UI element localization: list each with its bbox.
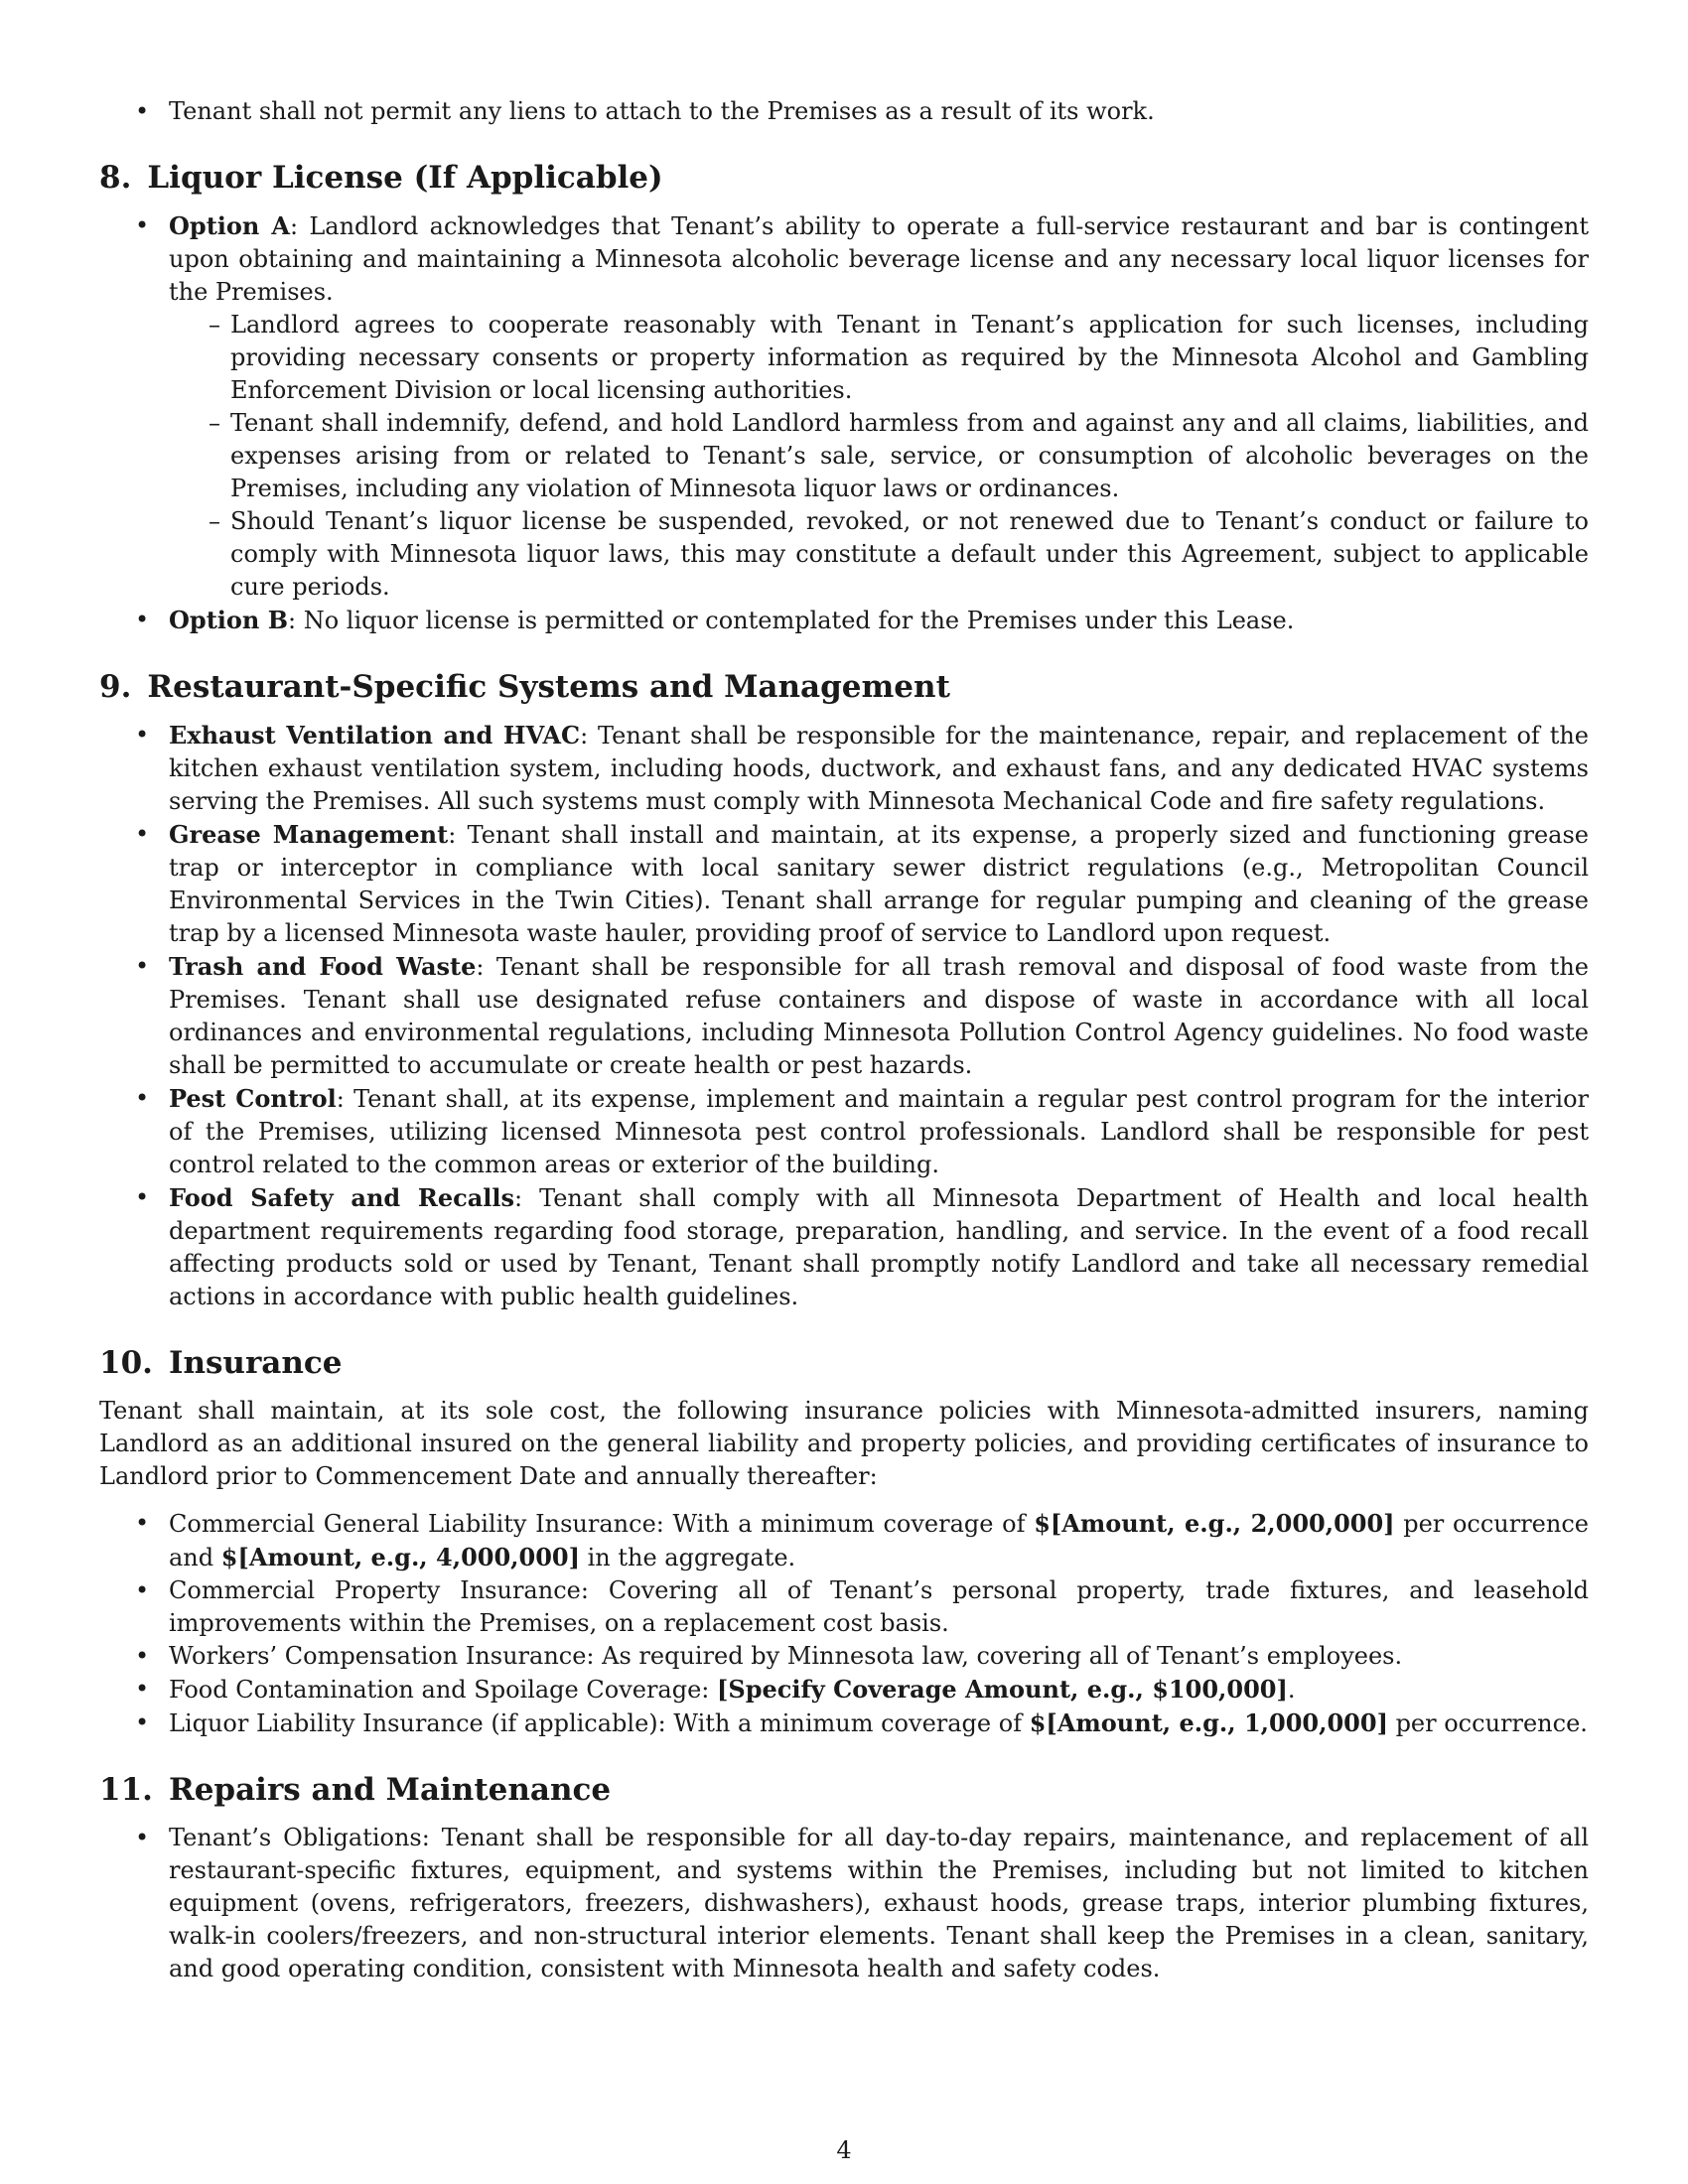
list-item: • Exhaust Ventilation and HVAC: Tenant shall be responsible for the maintenance, repair, and replacement of the kitchen exhaust ventilation system, including hoods, ductwork, and exhaust fans, and any dedicated HVAC systems serving the Premises. All such systems must comply with Minnesota Mechanical Code and fire safety regulations. <box>99 719 1589 818</box>
list-item: • Tenant’s Obligations: Tenant shall be responsible for all day-to-day repairs, maintenance, and replacement of all restaurant-specific fixtures, equipment, and systems within the Premises, including but not limited to kitchen equipment (ovens, refrigerators, freezers, dishwashers), exhaust hoods, grease traps, interior plumbing fixtures, walk-in coolers/freezers, and non-structural interior elements. Tenant shall keep the Premises in a clean, sanitary, and good operating condition, consistent with Minnesota health and safety codes. <box>99 1822 1589 1985</box>
sub-list-item: – Landlord agrees to cooperate reasonably with Tenant in Tenant’s application for such licenses, including providing necessary consents or property information as required by the Minnesota Alcohol and Gambling Enforcement Division or local licensing authorities. <box>169 309 1589 407</box>
section-heading <box>99 158 1589 198</box>
list-item: • Food Safety and Recalls: Tenant shall comply with all Minnesota Department of Health and local health department requirements regarding food storage, preparation, handling, and service. In the event of a food recall affecting products sold or used by Tenant, Tenant shall promptly notify Landlord and take all necessary remedial actions in accordance with public health guidelines. <box>99 1181 1589 1313</box>
list-item: • Workers’ Compensation Insurance: As required by Minnesota law, covering all of Tenant’s employees. <box>99 1640 1589 1673</box>
section-intro-paragraph: Tenant shall maintain, at its sole cost, the following insurance policies with Minnesota-admitted insurers, naming Landlord as an additional insured on the general liability and property policies, and providing certificates of insurance to Landlord prior to Commencement Date and annually thereafter: <box>99 1397 1589 1490</box>
section-title: Insurance <box>168 1345 343 1381</box>
list-item: • Commercial Property Insurance: Covering all of Tenant’s personal property, trade fixtures, and leasehold improvements within the Premises, on a replacement cost basis. <box>99 1574 1589 1640</box>
section-number: 11. <box>99 1772 153 1808</box>
section-title: Repairs and Maintenance <box>168 1772 612 1808</box>
list-item: • Commercial General Liability Insurance: With a minimum coverage of $[Amount, e.g., 2,000,000] per occurrence and $[Amount, e.g., 4,000,000] in the aggregate. <box>99 1507 1589 1574</box>
section-heading <box>99 1770 1589 1810</box>
section-number: 8. <box>99 160 132 196</box>
section-8 <box>99 158 1589 637</box>
page-number: 4 <box>836 2136 852 2164</box>
section-11-list <box>99 1822 1589 1985</box>
section-9 <box>99 667 1589 1313</box>
section-number: 10. <box>99 1345 153 1381</box>
top-bullet-list <box>99 95 1589 128</box>
section-title: Liquor License (If Applicable) <box>147 160 663 196</box>
sub-list <box>169 309 1589 604</box>
section-heading <box>99 1343 1589 1383</box>
list-item: • Option B: No liquor license is permitted or contemplated for the Premises under this Lease. <box>99 604 1589 637</box>
section-number: 9. <box>99 669 132 705</box>
list-item: • Grease Management: Tenant shall install and maintain, at its expense, a properly sized and functioning grease trap or interceptor in compliance with local sanitary sewer district regulations (e.g., Metropolitan Council Environmental Services in the Twin Cities). Tenant shall arrange for regular pumping and cleaning of the grease trap by a licensed Minnesota waste hauler, providing proof of service to Landlord upon request. <box>99 818 1589 950</box>
list-item: • Food Contamination and Spoilage Coverage: [Specify Coverage Amount, e.g., $100,000]. <box>99 1673 1589 1706</box>
section-11 <box>99 1770 1589 1985</box>
section-8-list <box>99 209 1589 637</box>
section-title: Restaurant-Specific Systems and Management <box>147 669 950 705</box>
sub-list-item: – Should Tenant’s liquor license be suspended, revoked, or not renewed due to Tenant’s conduct or failure to comply with Minnesota liquor laws, this may constitute a default under this Agreement, subject to applicable cure periods. <box>169 505 1589 604</box>
list-item: • Tenant shall not permit any liens to attach to the Premises as a result of its work. <box>99 95 1589 128</box>
section-heading <box>99 667 1589 707</box>
list-item: • Pest Control: Tenant shall, at its expense, implement and maintain a regular pest control program for the interior of the Premises, utilizing licensed Minnesota pest control professionals. Landlord shall be responsible for pest control related to the common areas or exterior of the building. <box>99 1082 1589 1181</box>
section-10 <box>99 1343 1589 1740</box>
section-9-list <box>99 719 1589 1313</box>
sub-list-item: – Tenant shall indemnify, defend, and hold Landlord harmless from and against any and all claims, liabilities, and expenses arising from or related to Tenant’s sale, service, or consumption of alcoholic beverages on the Premises, including any violation of Minnesota liquor laws or ordinances. <box>169 407 1589 505</box>
list-item: • Liquor Liability Insurance (if applicable): With a minimum coverage of $[Amount, e.g., 1,000,000] per occurrence. <box>99 1706 1589 1740</box>
list-item: • Option A: Landlord acknowledges that Tenant’s ability to operate a full-service restaurant and bar is contingent upon obtaining and maintaining a Minnesota alcoholic beverage license and any necessary local liquor licenses for the Premises. – Landlord agrees to cooperate reasonably with Tenant in Tenant’s application for such licenses, including providing necessary consents or property information as required by the Minnesota Alcohol and Gambling Enforcement Division or local licensing authorities. – Tenant shall indemnify, defend, and hold Landlord harmless from and against any and all claims, liabilities, and expenses arising from or related to Tenant’s sale, service, or consumption of alcoholic beverages on the Premises, including any violation of Minnesota liquor laws or ordinances. – Should Tenant’s liquor license be suspended, revoked, or not renewed due to Tenant’s conduct or failure to comply with Minnesota liquor laws, this may constitute a default under this Agreement, subject to applicable cure periods. <box>99 209 1589 604</box>
list-item: • Trash and Food Waste: Tenant shall be responsible for all trash removal and disposal of food waste from the Premises. Tenant shall use designated refuse containers and dispose of waste in accordance with all local ordinances and environmental regulations, including Minnesota Pollution Control Agency guidelines. No food waste shall be permitted to accumulate or create health or pest hazards. <box>99 950 1589 1082</box>
insurance-list <box>99 1507 1589 1740</box>
document-page <box>99 95 1589 1985</box>
